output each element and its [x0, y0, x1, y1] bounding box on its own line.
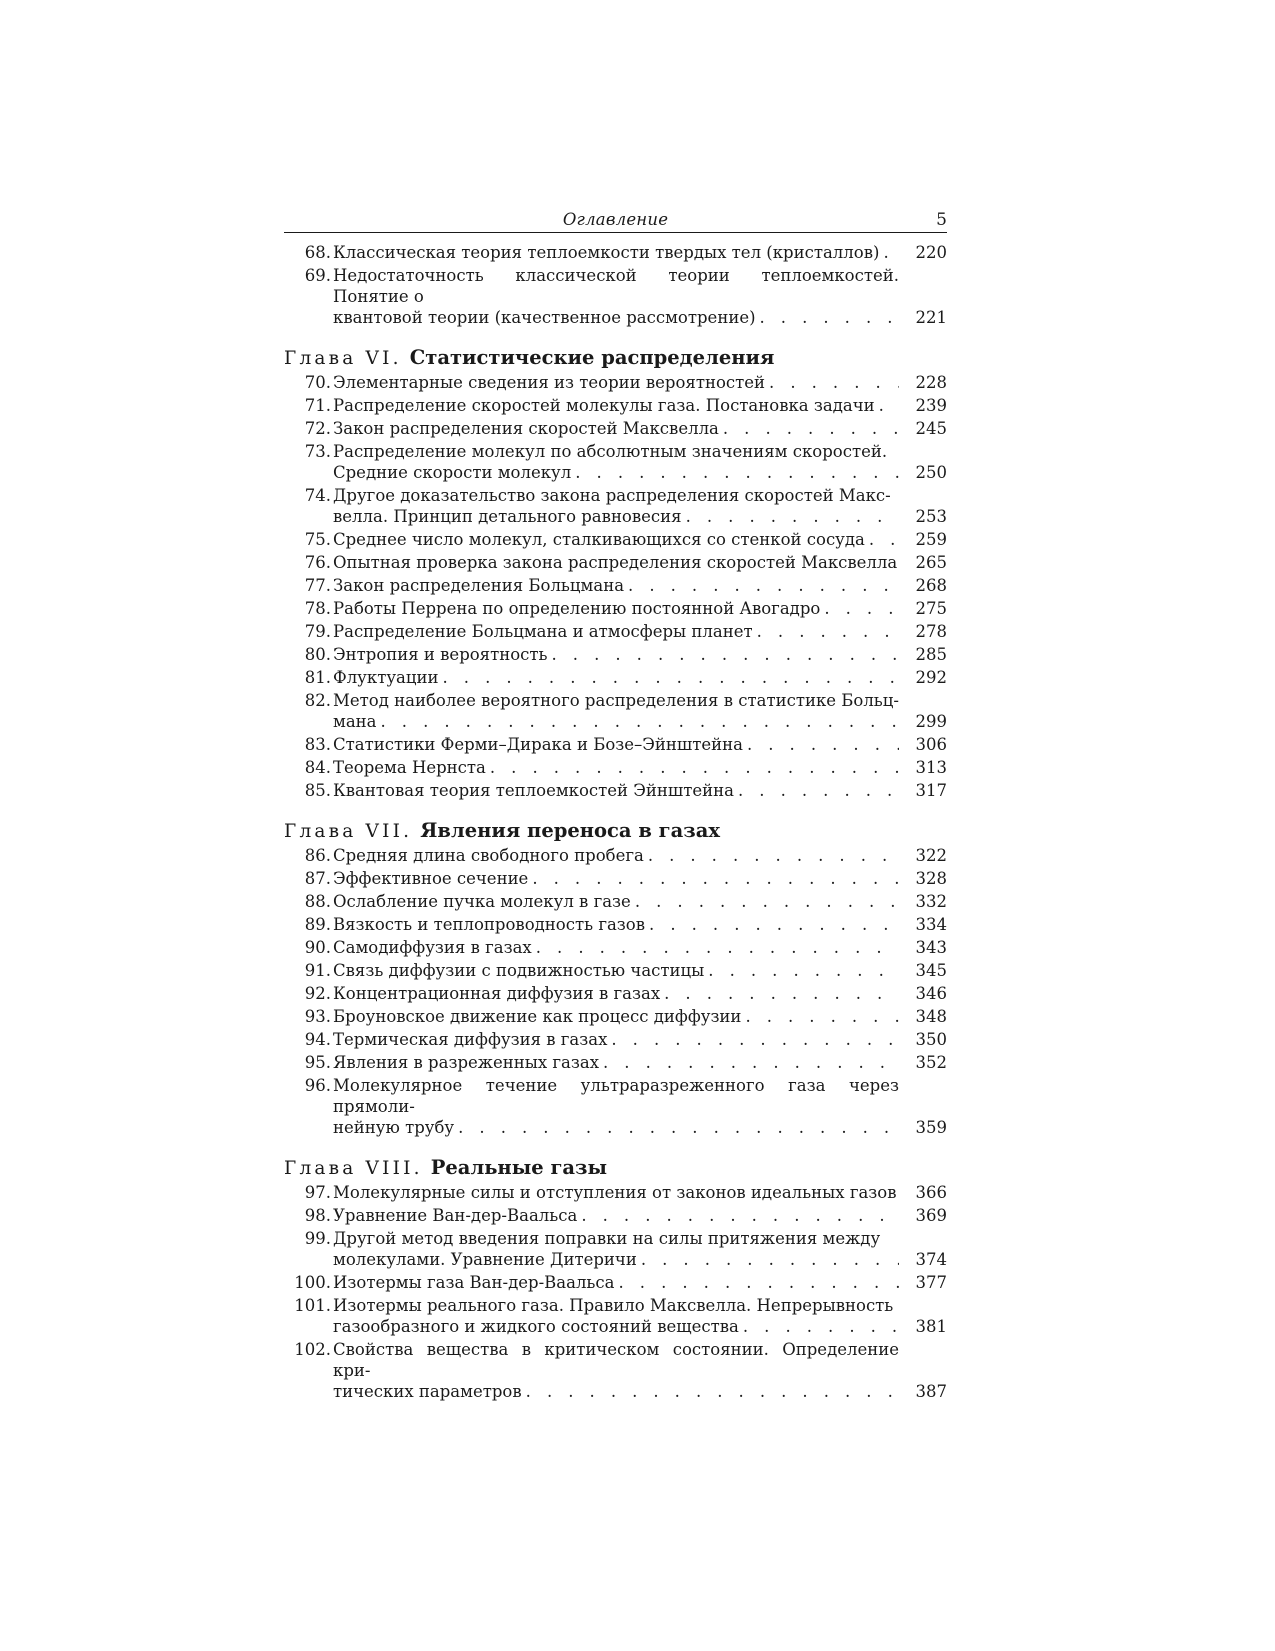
entry-title-text: Работы Перрена по определению постоянной Авогадро — [333, 599, 821, 618]
dot-leader — [528, 868, 899, 889]
dot-leader — [532, 937, 899, 958]
toc-entry — [284, 1006, 947, 1027]
entry-title-text: Энтропия и вероятность — [333, 645, 548, 664]
entry-page-number: 322 — [915, 846, 947, 865]
entry-page-number: 313 — [915, 758, 947, 777]
entry-title — [333, 1075, 899, 1138]
entry-page-number: 346 — [915, 984, 947, 1003]
toc-entry — [284, 644, 947, 665]
entry-title — [333, 529, 899, 550]
toc-entry — [284, 960, 947, 981]
entry-number: 69. — [304, 266, 331, 285]
entry-title — [333, 395, 899, 416]
entry-number: 97. — [304, 1183, 331, 1202]
entry-title-text: Средняя длина свободного пробега — [333, 846, 644, 865]
entry-title-text: Изотермы газа Ван-дер-Ваальса — [333, 1273, 615, 1292]
entry-title-last-line — [333, 960, 899, 981]
entry-title — [333, 621, 899, 642]
toc-entry — [284, 667, 947, 688]
dot-leader — [607, 1029, 899, 1050]
entry-title-last-line — [333, 1316, 899, 1337]
toc-entry — [284, 734, 947, 755]
entry-title-text: газообразного и жидкого состояний вещества — [333, 1317, 739, 1336]
dot-leader — [719, 418, 899, 439]
entry-title-last-line — [333, 711, 899, 732]
entry-title-last-line — [333, 506, 899, 527]
entry-title — [333, 598, 899, 619]
entry-page-number: 328 — [915, 869, 947, 888]
chapter-heading — [284, 1157, 947, 1179]
entry-page-number: 265 — [915, 553, 947, 572]
entry-title — [333, 757, 899, 778]
entry-title-text: Элементарные сведения из теории вероятностей — [333, 373, 766, 392]
toc-entry — [284, 418, 947, 439]
toc-entry — [284, 1205, 947, 1226]
entry-number: 84. — [304, 758, 331, 777]
dot-leader — [624, 575, 899, 596]
entry-title — [333, 1339, 899, 1402]
entry-title-last-line — [333, 868, 899, 889]
entry-title-text: Классическая теория теплоемкости твердых тел (кристаллов) — [333, 243, 880, 262]
entry-page-number: 306 — [915, 735, 947, 754]
entry-title-text: Вязкость и теплопроводность газов — [333, 915, 646, 934]
entry-page-number: 285 — [915, 645, 947, 664]
dot-leader — [599, 1052, 899, 1073]
dot-leader — [615, 1272, 900, 1293]
entry-title-line: Другое доказательство закона распределения скоростей Макс- — [333, 486, 891, 505]
entry-number: 92. — [304, 984, 331, 1003]
entry-title-last-line — [333, 780, 899, 801]
entry-page-number: 334 — [915, 915, 947, 934]
entry-title — [333, 734, 899, 755]
dot-leader — [743, 734, 899, 755]
dot-leader — [875, 395, 899, 416]
dot-leader — [879, 242, 899, 263]
chapter-title: Реальные газы — [430, 1156, 608, 1179]
entry-page-number: 369 — [915, 1206, 947, 1225]
toc-entry — [284, 552, 947, 573]
entry-title-line: Молекулярное течение ультраразреженного газа через прямоли- — [333, 1076, 899, 1116]
toc-entry — [284, 1029, 947, 1050]
entry-title — [333, 372, 899, 393]
toc-entry — [284, 868, 947, 889]
entry-number: 82. — [304, 691, 331, 710]
entry-number: 83. — [304, 735, 331, 754]
entry-title-text: молекулами. Уравнение Дитеричи — [333, 1250, 637, 1269]
entry-title-text: Броуновское движение как процесс диффузии — [333, 1007, 742, 1026]
book-page — [284, 208, 947, 1404]
entry-title — [333, 575, 899, 596]
entry-page-number: 245 — [915, 419, 947, 438]
entry-title-text: велла. Принцип детального равновесия — [333, 507, 682, 526]
entry-number: 72. — [304, 419, 331, 438]
entry-title — [333, 1006, 899, 1027]
entry-title-last-line — [333, 552, 899, 573]
toc-entry — [284, 598, 947, 619]
entry-title — [333, 242, 899, 263]
dot-leader — [660, 983, 899, 1004]
entry-title-last-line — [333, 1249, 899, 1270]
entry-title-last-line — [333, 1029, 899, 1050]
entry-title-text: Закон распределения скоростей Максвелла — [333, 419, 719, 438]
entry-title-text: Статистики Ферми–Дирака и Бозе–Эйнштейна — [333, 735, 743, 754]
entry-page-number: 350 — [915, 1030, 947, 1049]
entry-number: 95. — [304, 1053, 331, 1072]
entry-title-last-line — [333, 983, 899, 1004]
entry-page-number: 387 — [915, 1382, 947, 1401]
dot-leader — [644, 845, 899, 866]
entry-title-text: Средние скорости молекул — [333, 463, 572, 482]
entry-title — [333, 960, 899, 981]
running-head — [284, 208, 947, 233]
entry-number: 79. — [304, 622, 331, 641]
toc-entry — [284, 621, 947, 642]
entry-title — [333, 780, 899, 801]
dot-leader — [704, 960, 899, 981]
dot-leader — [765, 372, 899, 393]
entry-number: 87. — [304, 869, 331, 888]
dot-leader — [865, 529, 899, 550]
entry-number: 74. — [304, 486, 331, 505]
entry-title — [333, 441, 899, 483]
entry-title-last-line — [333, 372, 899, 393]
chapter-title: Явления переноса в газах — [420, 819, 720, 842]
entry-number: 100. — [294, 1273, 331, 1292]
entry-title — [333, 265, 899, 328]
dot-leader — [739, 1316, 899, 1337]
table-of-contents — [284, 242, 947, 1402]
entry-title — [333, 485, 899, 527]
chapter-label: Глава VIII. — [284, 1158, 423, 1179]
entry-number: 85. — [304, 781, 331, 800]
entry-title-last-line — [333, 1381, 899, 1402]
entry-number: 76. — [304, 553, 331, 572]
entry-title-text: нейную трубу — [333, 1118, 455, 1137]
toc-entry — [284, 891, 947, 912]
entry-title-last-line — [333, 644, 899, 665]
dot-leader — [438, 667, 899, 688]
entry-title-text: Ослабление пучка молекул в газе — [333, 892, 631, 911]
toc-entry — [284, 757, 947, 778]
entry-title — [333, 1228, 899, 1270]
chapter-title: Статистические распределения — [409, 346, 775, 369]
entry-title-text: Уравнение Ван-дер-Ваальса — [333, 1206, 578, 1225]
dot-leader — [548, 644, 899, 665]
entry-page-number: 345 — [915, 961, 947, 980]
dot-leader — [577, 1205, 899, 1226]
entry-number: 81. — [304, 668, 331, 687]
entry-title — [333, 914, 899, 935]
entry-number: 86. — [304, 846, 331, 865]
dot-leader — [756, 307, 899, 328]
entry-number: 94. — [304, 1030, 331, 1049]
entry-number: 73. — [304, 442, 331, 461]
chapter-label: Глава VII. — [284, 821, 413, 842]
dot-leader — [820, 598, 899, 619]
entry-title-last-line — [333, 1272, 899, 1293]
entry-title-last-line — [333, 891, 899, 912]
entry-page-number: 377 — [915, 1273, 947, 1292]
entry-number: 75. — [304, 530, 331, 549]
chapter-label: Глава VI. — [284, 348, 402, 369]
entry-title-last-line — [333, 1006, 899, 1027]
entry-title — [333, 1272, 899, 1293]
entry-page-number: 292 — [915, 668, 947, 687]
entry-title-text: Связь диффузии с подвижностью частицы — [333, 961, 705, 980]
entry-title-text: Термическая диффузия в газах — [333, 1030, 608, 1049]
entry-title — [333, 690, 899, 732]
entry-title-line: Другой метод введения поправки на силы притяжения между — [333, 1229, 881, 1248]
entry-title-last-line — [333, 1182, 899, 1203]
entry-number: 70. — [304, 373, 331, 392]
entry-page-number: 343 — [915, 938, 947, 957]
entry-number: 102. — [294, 1340, 331, 1359]
entry-page-number: 348 — [915, 1007, 947, 1026]
entry-page-number: 359 — [915, 1118, 947, 1137]
dot-leader — [637, 1249, 899, 1270]
entry-number: 77. — [304, 576, 331, 595]
entry-title-line: Изотермы реального газа. Правило Максвелла. Непрерывность — [333, 1296, 894, 1315]
toc-entry — [284, 441, 947, 483]
toc-entry — [284, 1339, 947, 1402]
entry-number: 89. — [304, 915, 331, 934]
entry-title-last-line — [333, 845, 899, 866]
dot-leader — [897, 1182, 901, 1203]
toc-entry — [284, 575, 947, 596]
dot-leader — [741, 1006, 899, 1027]
entry-page-number: 374 — [915, 1250, 947, 1269]
entry-title-last-line — [333, 1117, 899, 1138]
entry-title-last-line — [333, 598, 899, 619]
entry-page-number: 220 — [915, 243, 947, 262]
entry-number: 96. — [304, 1076, 331, 1095]
entry-title — [333, 418, 899, 439]
entry-title-last-line — [333, 1052, 899, 1073]
entry-title-line: Свойства вещества в критическом состоянии. Определение кри- — [333, 1340, 899, 1380]
entry-title — [333, 891, 899, 912]
entry-page-number: 253 — [915, 507, 947, 526]
toc-entry — [284, 1272, 947, 1293]
entry-title-text: квантовой теории (качественное рассмотрение) — [333, 308, 756, 327]
entry-page-number: 259 — [915, 530, 947, 549]
toc-entry — [284, 983, 947, 1004]
entry-title-last-line — [333, 734, 899, 755]
toc-entry — [284, 395, 947, 416]
entry-page-number: 228 — [915, 373, 947, 392]
entry-number: 68. — [304, 243, 331, 262]
entry-title-line: Метод наиболее вероятного распределения в статистике Больц- — [333, 691, 899, 710]
entry-title-last-line — [333, 621, 899, 642]
entry-title-text: Молекулярные силы и отступления от законов идеальных газов — [333, 1183, 897, 1202]
chapter-heading — [284, 347, 947, 369]
entry-page-number: 239 — [915, 396, 947, 415]
dot-leader — [631, 891, 899, 912]
entry-page-number: 278 — [915, 622, 947, 641]
entry-title-text: Флуктуации — [333, 668, 439, 687]
dot-leader — [522, 1381, 899, 1402]
page-number: 5 — [936, 210, 947, 230]
toc-entry — [284, 845, 947, 866]
toc-entry — [284, 1228, 947, 1270]
entry-page-number: 275 — [915, 599, 947, 618]
entry-number: 88. — [304, 892, 331, 911]
entry-title-last-line — [333, 529, 899, 550]
entry-page-number: 268 — [915, 576, 947, 595]
running-title: Оглавление — [562, 210, 669, 229]
entry-title-last-line — [333, 757, 899, 778]
entry-title-text: Теорема Нернста — [333, 758, 486, 777]
entry-title-last-line — [333, 242, 899, 263]
entry-number: 101. — [294, 1296, 331, 1315]
toc-entry — [284, 1182, 947, 1203]
entry-title-last-line — [333, 1205, 899, 1226]
toc-entry — [284, 529, 947, 550]
toc-entry — [284, 372, 947, 393]
entry-number: 90. — [304, 938, 331, 957]
entry-title — [333, 937, 899, 958]
dot-leader — [454, 1117, 899, 1138]
toc-entry — [284, 485, 947, 527]
chapter-heading — [284, 820, 947, 842]
dot-leader — [486, 757, 899, 778]
entry-title — [333, 667, 899, 688]
entry-title — [333, 868, 899, 889]
entry-title-last-line — [333, 575, 899, 596]
dot-leader — [645, 914, 899, 935]
entry-page-number: 366 — [915, 1183, 947, 1202]
entry-number: 99. — [304, 1229, 331, 1248]
entry-number: 91. — [304, 961, 331, 980]
entry-title — [333, 1295, 899, 1337]
entry-title-text: Распределение скоростей молекулы газа. Постановка задачи — [333, 396, 875, 415]
entry-title-text: Эффективное сечение — [333, 869, 529, 888]
toc-entry — [284, 265, 947, 328]
entry-number: 71. — [304, 396, 331, 415]
dot-leader — [682, 506, 899, 527]
dot-leader — [753, 621, 899, 642]
entry-title — [333, 1029, 899, 1050]
entry-page-number: 250 — [915, 463, 947, 482]
entry-page-number: 299 — [915, 712, 947, 731]
entry-number: 98. — [304, 1206, 331, 1225]
entry-page-number: 352 — [915, 1053, 947, 1072]
entry-number: 78. — [304, 599, 331, 618]
toc-entry — [284, 1295, 947, 1337]
entry-title-text: Явления в разреженных газах — [333, 1053, 600, 1072]
entry-title-text: Закон распределения Больцмана — [333, 576, 625, 595]
entry-title-last-line — [333, 418, 899, 439]
toc-entry — [284, 914, 947, 935]
entry-title-text: мана — [333, 712, 377, 731]
entry-title-text: Самодиффузия в газах — [333, 938, 532, 957]
entry-title — [333, 845, 899, 866]
entry-title — [333, 983, 899, 1004]
entry-title — [333, 552, 899, 573]
entry-title-text: Концентрационная диффузия в газах — [333, 984, 661, 1003]
entry-number: 93. — [304, 1007, 331, 1026]
entry-title-text: Среднее число молекул, сталкивающихся со стенкой сосуда — [333, 530, 865, 549]
toc-entry — [284, 242, 947, 263]
toc-entry — [284, 1075, 947, 1138]
entry-page-number: 317 — [915, 781, 947, 800]
dot-leader — [734, 780, 899, 801]
toc-entry — [284, 937, 947, 958]
entry-title — [333, 1182, 899, 1203]
entry-page-number: 381 — [915, 1317, 947, 1336]
entry-title-line: Недостаточность классической теории теплоемкостей. Понятие о — [333, 266, 899, 306]
entry-title-last-line — [333, 914, 899, 935]
entry-page-number: 332 — [915, 892, 947, 911]
toc-entry — [284, 690, 947, 732]
entry-title-last-line — [333, 395, 899, 416]
entry-title — [333, 1052, 899, 1073]
entry-title-last-line — [333, 667, 899, 688]
entry-title-last-line — [333, 937, 899, 958]
entry-title-text: Квантовая теория теплоемкостей Эйнштейна — [333, 781, 734, 800]
toc-entry — [284, 1052, 947, 1073]
entry-title-text: Опытная проверка закона распределения скоростей Максвелла — [333, 553, 898, 572]
entry-title-line: Распределение молекул по абсолютным значениям скоростей. — [333, 442, 888, 461]
entry-title — [333, 644, 899, 665]
entry-title-last-line — [333, 462, 899, 483]
entry-page-number: 221 — [915, 308, 947, 327]
dot-leader — [571, 462, 899, 483]
dot-leader — [377, 711, 899, 732]
entry-number: 80. — [304, 645, 331, 664]
entry-title-text: Распределение Больцмана и атмосферы планет — [333, 622, 753, 641]
entry-title-last-line — [333, 307, 899, 328]
toc-entry — [284, 780, 947, 801]
entry-title-text: тических параметров — [333, 1382, 522, 1401]
entry-title — [333, 1205, 899, 1226]
